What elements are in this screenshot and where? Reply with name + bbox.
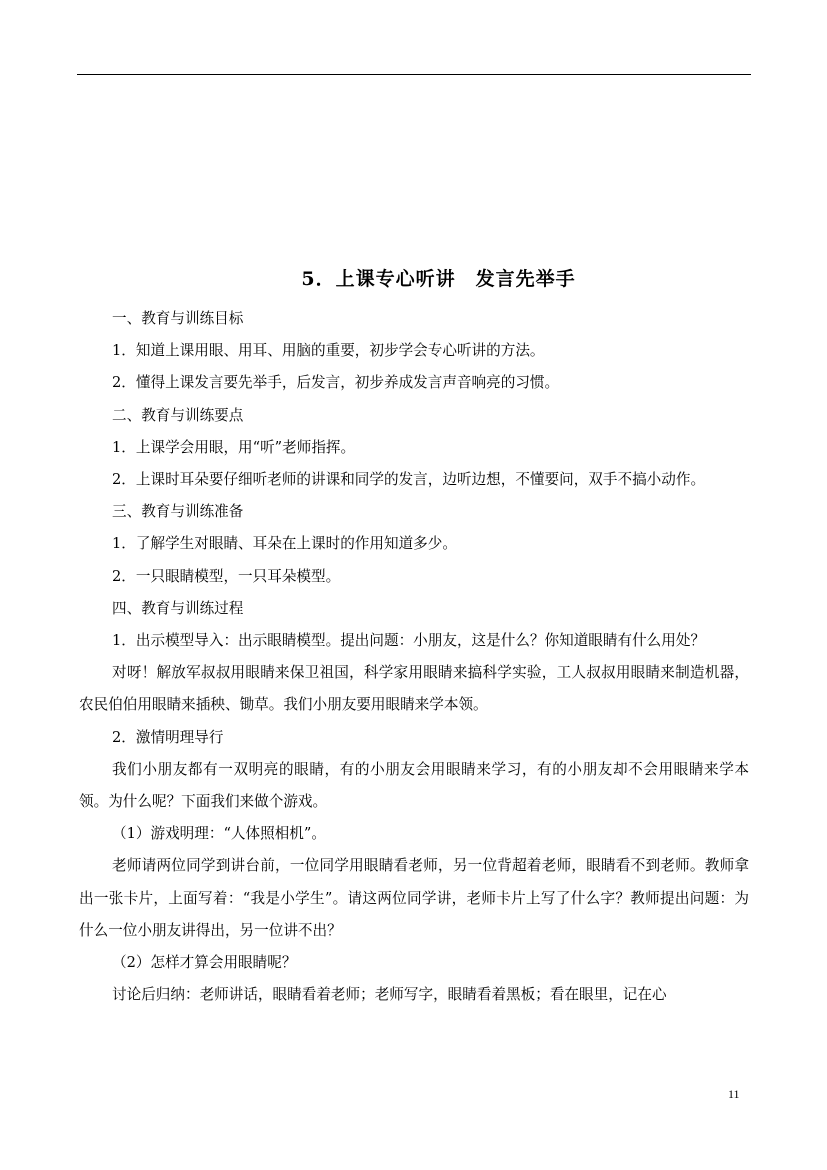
section-heading-goals: 一、教育与训练目标 [112,310,244,327]
page-number: 11 [728,1087,740,1101]
process-paragraph: 对呀！解放军叔叔用眼睛来保卫祖国，科学家用眼睛来搞科学实验，工人叔叔用眼睛来制造机器，农民伯伯用眼睛来插秧、锄草。我们小朋友要用眼睛来学本领。 [79,664,749,714]
preparation-item-2: 2．一只眼睛模型，一只耳朵模型。 [112,567,341,585]
process-step-2: 2．激情明理导行 [112,728,224,746]
process-substep-2: （2）怎样才算会用眼睛呢？ [112,954,297,972]
body-text [79,303,749,1011]
process-step-1: 1．出示模型导入：出示眼睛模型。提出问题：小朋友，这是什么？你知道眼睛有什么用处？ [112,632,706,650]
lesson-title: 5．上课专心听讲 发言先举手 [301,268,576,290]
section-heading-key-points: 二、教育与训练要点 [112,406,244,424]
section-heading-process: 四、教育与训练过程 [112,599,244,617]
header-rule [77,74,751,75]
preparation-item-1: 1．了解学生对眼睛、耳朵在上课时的作用知道多少。 [112,535,457,553]
key-point-1: 1．上课学会用眼，用“听”老师指挥。 [112,438,356,456]
section-heading-preparation: 三、教育与训练准备 [112,503,244,521]
key-point-2: 2．上课时耳朵要仔细听老师的讲课和同学的发言，边听边想，不懂要问，双手不搞小动作。 [112,471,706,489]
process-paragraph: 讨论后归纳：老师讲话，眼睛看着老师；老师写字，眼睛看着黑板；看在眼里，记在心 [112,986,667,1004]
process-paragraph: 老师请两位同学到讲台前，一位同学用眼睛看老师，另一位背超着老师，眼睛看不到老师。教师拿出一张卡片，上面写着：“我是小学生”。请这两位同学讲，老师卡片上写了什么字？教师提出问题：为什么一位小朋友讲得出，另一位讲不出？ [79,857,749,939]
goal-item-1: 1．知道上课用眼、用耳、用脑的重要，初步学会专心听讲的方法。 [112,342,545,360]
goal-item-2: 2．懂得上课发言要先举手，后发言，初步养成发言声音响亮的习惯。 [112,374,560,392]
process-paragraph: 我们小朋友都有一双明亮的眼睛，有的小朋友会用眼睛来学习，有的小朋友却不会用眼睛来学本领。为什么呢？下面我们来做个游戏。 [79,760,749,811]
process-substep-1: （1）游戏明理：“人体照相机”。 [112,825,326,843]
